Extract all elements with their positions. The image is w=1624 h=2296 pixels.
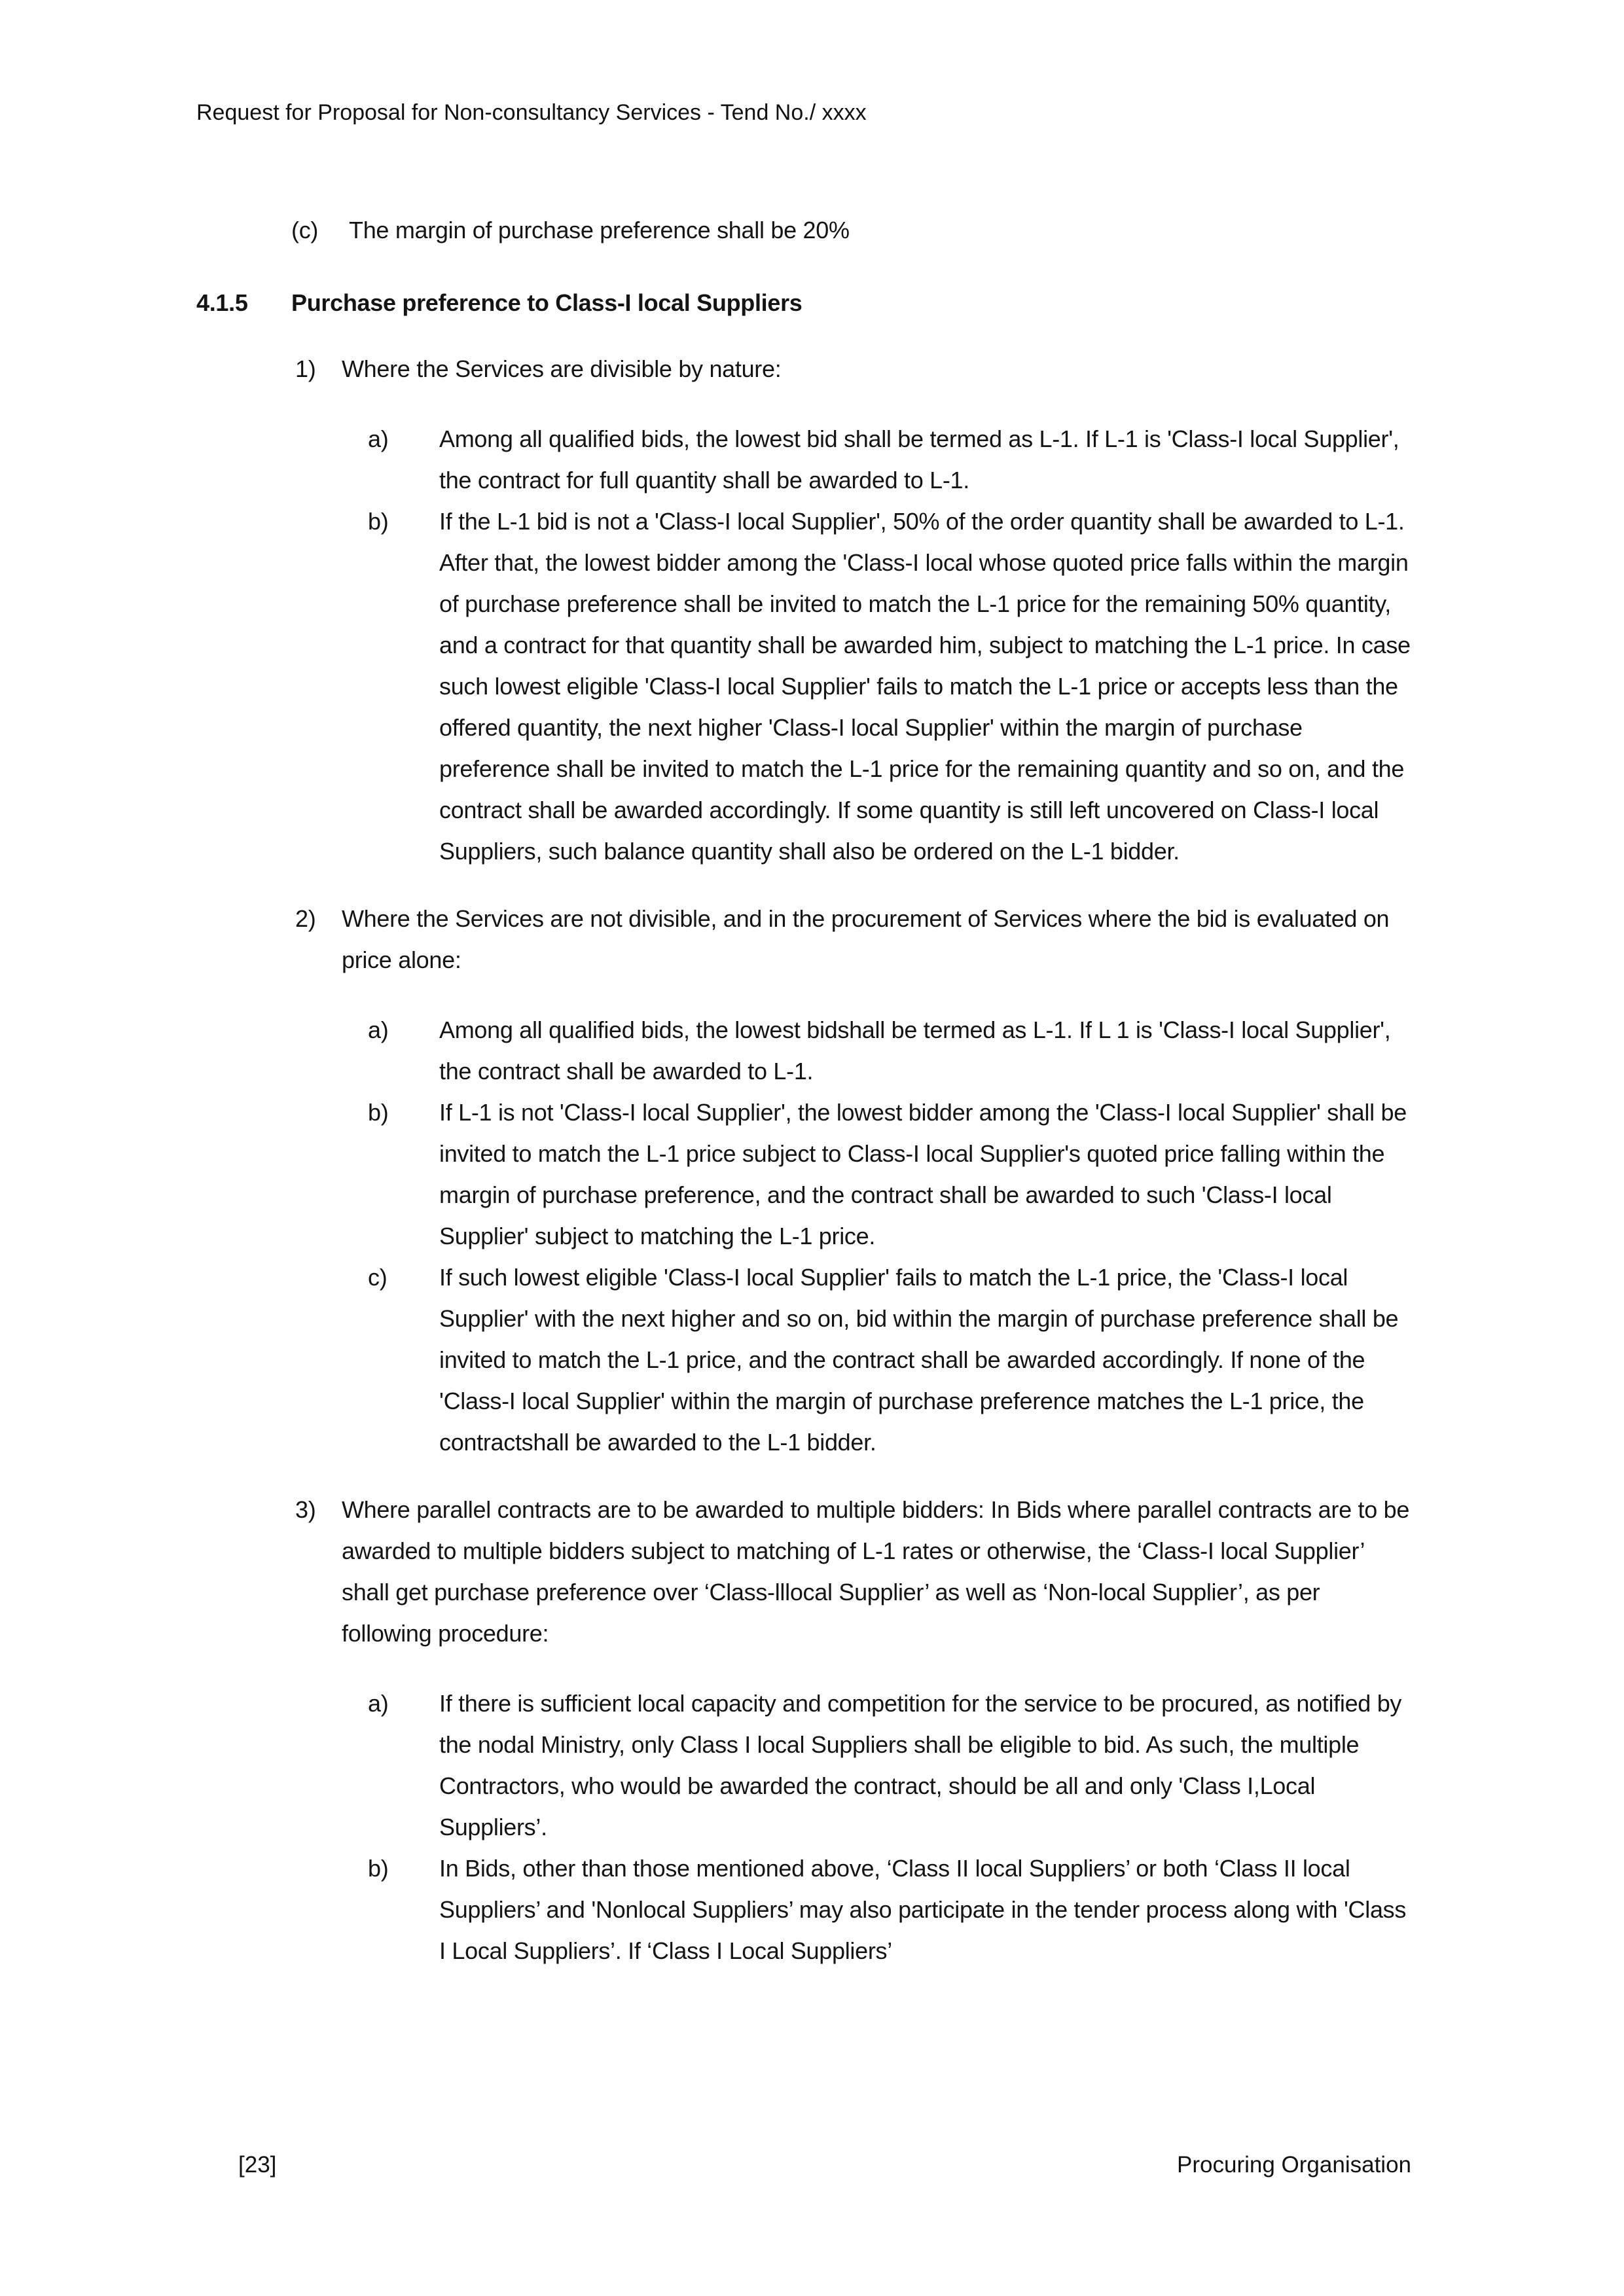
clause-c-row bbox=[291, 209, 1411, 251]
clause-c-label: (c) bbox=[291, 217, 319, 243]
sub-item-text: If L-1 is not 'Class-I local Supplier', the lowest bidder among the 'Class-I local Supplier' shall be invited to match the L-1 price subject to Class-I local Supplier's quoted price falling within the margin of purchase preference, and the contract shall be awarded to such 'Class-I local Supplier' subject to matching the L-1 price. bbox=[439, 1099, 1407, 1249]
section-number: 4.1.5 bbox=[196, 289, 248, 316]
list-item bbox=[368, 501, 1411, 872]
sub-item-label: b) bbox=[368, 1855, 389, 1882]
numbered-item-2-label: 2) bbox=[295, 905, 316, 932]
numbered-item-3-label: 3) bbox=[295, 1496, 316, 1523]
numbered-item-1-sublist bbox=[196, 418, 1411, 872]
section-heading bbox=[196, 282, 1411, 323]
numbered-item-3-intro-row bbox=[295, 1489, 1411, 1654]
numbered-item-3-sublist bbox=[196, 1683, 1411, 1971]
sub-item-label: b) bbox=[368, 1099, 389, 1126]
numbered-item-3-intro: Where parallel contracts are to be awarded to multiple bidders: In Bids where parallel contracts are to be awarded to multiple bidders subject to matching of L-1 rates or otherwise, the ‘Class-I local Supplier’ shall get purchase preference over ‘Class-lllocal Supplier’ as well as ‘Non-local Supplier’, as per following procedure: bbox=[342, 1496, 1410, 1647]
sub-item-text: In Bids, other than those mentioned above, ‘Class II local Suppliers’ or both ‘Class II local Suppliers’ and 'Nonlocal Suppliers’ may also participate in the tender process along with 'Class I Local Suppliers’. If ‘Class I Local Suppliers’ bbox=[439, 1855, 1407, 1964]
numbered-item-1 bbox=[196, 348, 1411, 872]
list-item bbox=[368, 1092, 1411, 1257]
clause-c-text: The margin of purchase preference shall be 20% bbox=[349, 217, 850, 243]
numbered-item-2-intro-row bbox=[295, 898, 1411, 980]
numbered-item-2-intro: Where the Services are not divisible, and in the procurement of Services where the bid is evaluated on price alone: bbox=[342, 905, 1390, 973]
numbered-item-2 bbox=[196, 898, 1411, 1463]
list-item bbox=[368, 1009, 1411, 1092]
sub-item-label: a) bbox=[368, 1016, 389, 1043]
numbered-item-1-label: 1) bbox=[295, 355, 316, 382]
numbered-item-2-sublist bbox=[196, 1009, 1411, 1463]
numbered-item-1-intro: Where the Services are divisible by nature: bbox=[342, 355, 782, 382]
sub-item-text: If such lowest eligible 'Class-I local Supplier' fails to match the L-1 price, the 'Class-I local Supplier' with the next higher and so on, bid within the margin of purchase preference shall be invited to match the L-1 price, and the contract shall be awarded accordingly. If none of the 'Class-I local Supplier' within the margin of purchase preference matches the L-1 price, the contractshall be awarded to the L-1 bidder. bbox=[439, 1264, 1399, 1456]
sub-item-label: b) bbox=[368, 508, 389, 535]
list-item bbox=[368, 1848, 1411, 1971]
sub-item-label: a) bbox=[368, 1690, 389, 1717]
footer-org-name: Procuring Organisation bbox=[1177, 2152, 1411, 2178]
document-body bbox=[196, 209, 1411, 1998]
sub-item-text: Among all qualified bids, the lowest bid shall be termed as L-1. If L-1 is 'Class-I local Supplier', the contract for full quantity shall be awarded to L-1. bbox=[439, 425, 1399, 493]
document-footer bbox=[238, 2151, 1411, 2179]
sub-item-label: c) bbox=[368, 1264, 388, 1291]
numbered-item-3 bbox=[196, 1489, 1411, 1971]
numbered-item-1-intro-row bbox=[295, 348, 1411, 389]
sub-item-text: If there is sufficient local capacity and competition for the service to be procured, as notified by the nodal Ministry, only Class I local Suppliers shall be eligible to bid. As such, the multiple Contractors, who would be awarded the contract, should be all and only 'Class I,Local Suppliers’. bbox=[439, 1690, 1402, 1840]
sub-item-text: If the L-1 bid is not a 'Class-I local Supplier', 50% of the order quantity shall be awarded to L-1. After that, the lowest bidder among the 'Class-I local whose quoted price falls within the margin of purchase preference shall be invited to match the L-1 price for the remaining 50% quantity, and a contract for that quantity shall be awarded him, subject to matching the L-1 price. In case such lowest eligible 'Class-I local Supplier' fails to match the L-1 price or accepts less than the offered quantity, the next higher 'Class-I local Supplier' within the margin of purchase preference shall be invited to match the L-1 price for the remaining quantity and so on, and the contract shall be awarded accordingly. If some quantity is still left uncovered on Class-I local Suppliers, such balance quantity shall also be ordered on the L-1 bidder. bbox=[439, 508, 1411, 865]
list-item bbox=[368, 1257, 1411, 1463]
sub-item-label: a) bbox=[368, 425, 389, 452]
list-item bbox=[368, 418, 1411, 501]
list-item bbox=[368, 1683, 1411, 1848]
document-header-title: Request for Proposal for Non-consultancy Services - Tend No./ xxxx bbox=[196, 100, 867, 125]
page-number: [23] bbox=[238, 2152, 277, 2178]
section-title: Purchase preference to Class-I local Suppliers bbox=[291, 289, 803, 316]
sub-item-text: Among all qualified bids, the lowest bidshall be termed as L-1. If L 1 is 'Class-I local Supplier', the contract shall be awarded to L-1. bbox=[439, 1016, 1391, 1085]
